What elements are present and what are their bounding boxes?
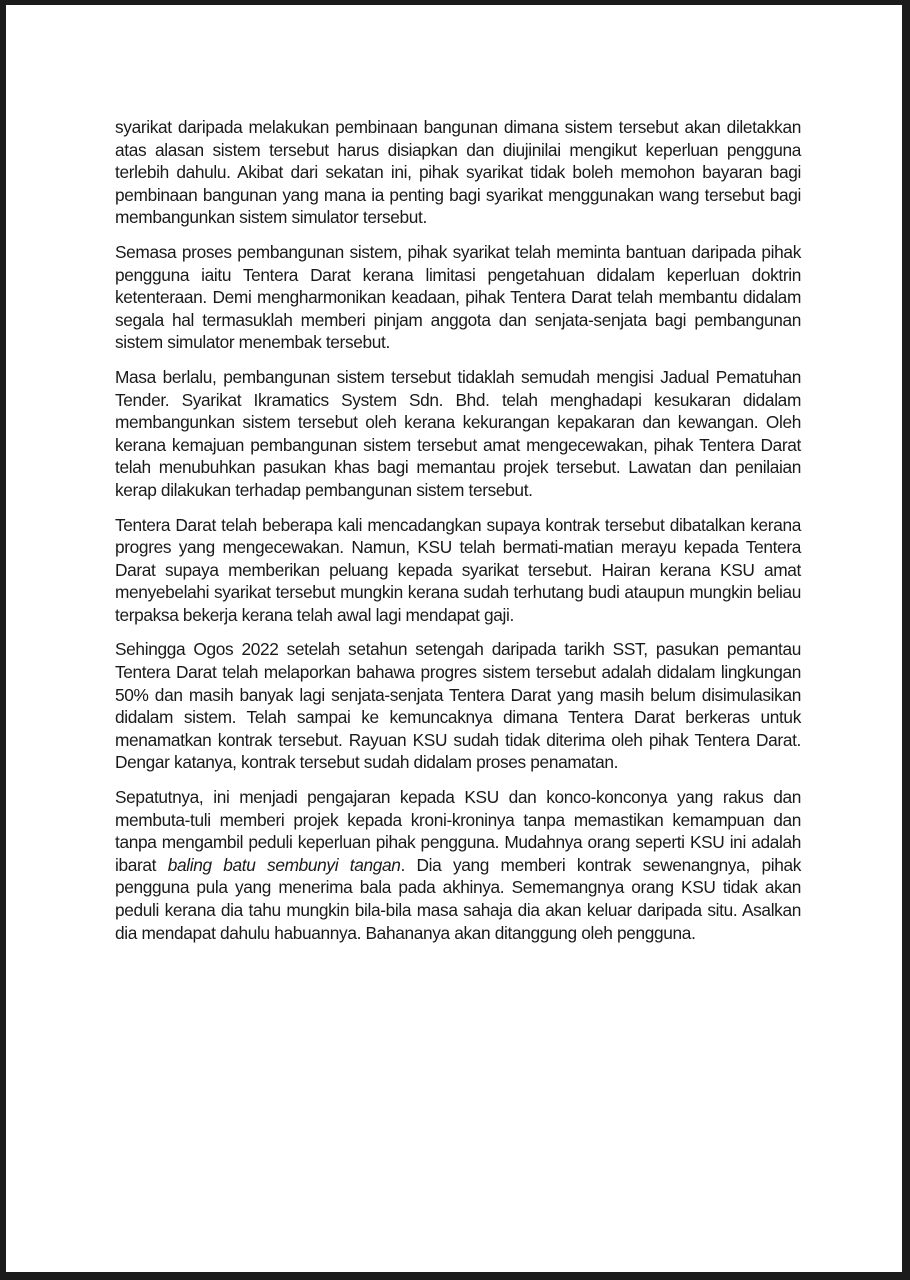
paragraph-6-text-after: . Dia yang memberi kontrak sewenangnya, pihak pengguna pula yang menerima bala pada akhinya. Sememangnya orang KSU tidak akan peduli kerana dia tahu mungkin bila-bila masa sahaja dia akan keluar daripada situ. Asalkan dia mendapat dahulu habuannya. Bahananya akan ditanggung oleh pengguna.: [115, 854, 802, 943]
paragraph-1: syarikat daripada melakukan pembinaan bangunan dimana sistem tersebut akan diletakkan atas alasan sistem tersebut harus disiapkan dan diujinilai mengikut keperluan pengguna terlebih dahulu. Akibat dari sekatan ini, pihak syarikat tidak boleh memohon bayaran bagi pembinaan bangunan yang mana ia penting bagi syarikat menggunakan wang tersebut bagi membangunkan sistem simulator tersebut.: [115, 117, 801, 228]
document-page: [6, 5, 902, 1272]
paragraph-5: Sehingga Ogos 2022 setelah setahun setengah daripada tarikh SST, pasukan pemantau Tentera Darat telah melaporkan bahawa progres sistem tersebut adalah didalam lingkungan 50% dan masih banyak lagi senjata-senjata Tentera Darat yang masih belum disimulasikan didalam sistem. Telah sampai ke kemuncaknya dimana Tentera Darat berkeras untuk menamatkan kontrak tersebut. Rayuan KSU sudah tidak diterima oleh pihak Tentera Darat. Dengar katanya, kontrak tersebut sudah didalam proses penamatan.: [115, 639, 801, 773]
paragraph-3: Masa berlalu, pembangunan sistem tersebut tidaklah semudah mengisi Jadual Pematuhan Tender. Syarikat Ikramatics System Sdn. Bhd. telah menghadapi kesukaran didalam membangunkan sistem tersebut oleh kerana kekurangan kepakaran dan kewangan. Oleh kerana kemajuan pembangunan sistem tersebut amat mengecewakan, pihak Tentera Darat telah menubuhkan pasukan khas bagi memantau projek tersebut. Lawatan dan penilaian kerap dilakukan terhadap pembangunan sistem tersebut.: [115, 366, 801, 500]
document-body: [115, 116, 801, 956]
paragraph-6-text-before: Sepatutnya, ini menjadi pengajaran kepada KSU dan konco-konconya yang rakus dan membuta-tuli memberi projek kepada kroni-kroninya tanpa memastikan kemampuan dan tanpa mengambil peduli keperluan pihak pengguna. Mudahnya orang seperti KSU ini adalah ibarat: [115, 787, 801, 875]
paragraph-6: [115, 786, 801, 944]
italic-idiom: baling batu sembunyi tangan: [167, 854, 401, 875]
paragraph-4: Tentera Darat telah beberapa kali mencadangkan supaya kontrak tersebut dibatalkan kerana progres yang mengecewakan. Namun, KSU telah bermati-matian merayu kepada Tentera Darat supaya memberikan peluang kepada syarikat tersebut. Hairan kerana KSU amat menyebelahi syarikat tersebut mungkin kerana sudah terhutang budi ataupun mungkin beliau terpaksa bekerja kerana telah awal lagi mendapat gaji.: [115, 514, 801, 625]
paragraph-2: Semasa proses pembangunan sistem, pihak syarikat telah meminta bantuan daripada pihak pengguna iaitu Tentera Darat kerana limitasi pengetahuan didalam keperluan doktrin ketenteraan. Demi mengharmonikan keadaan, pihak Tentera Darat telah membantu didalam segala hal termasuklah memberi pinjam anggota dan senjata-senjata bagi pembangunan sistem simulator menembak tersebut.: [115, 241, 801, 353]
